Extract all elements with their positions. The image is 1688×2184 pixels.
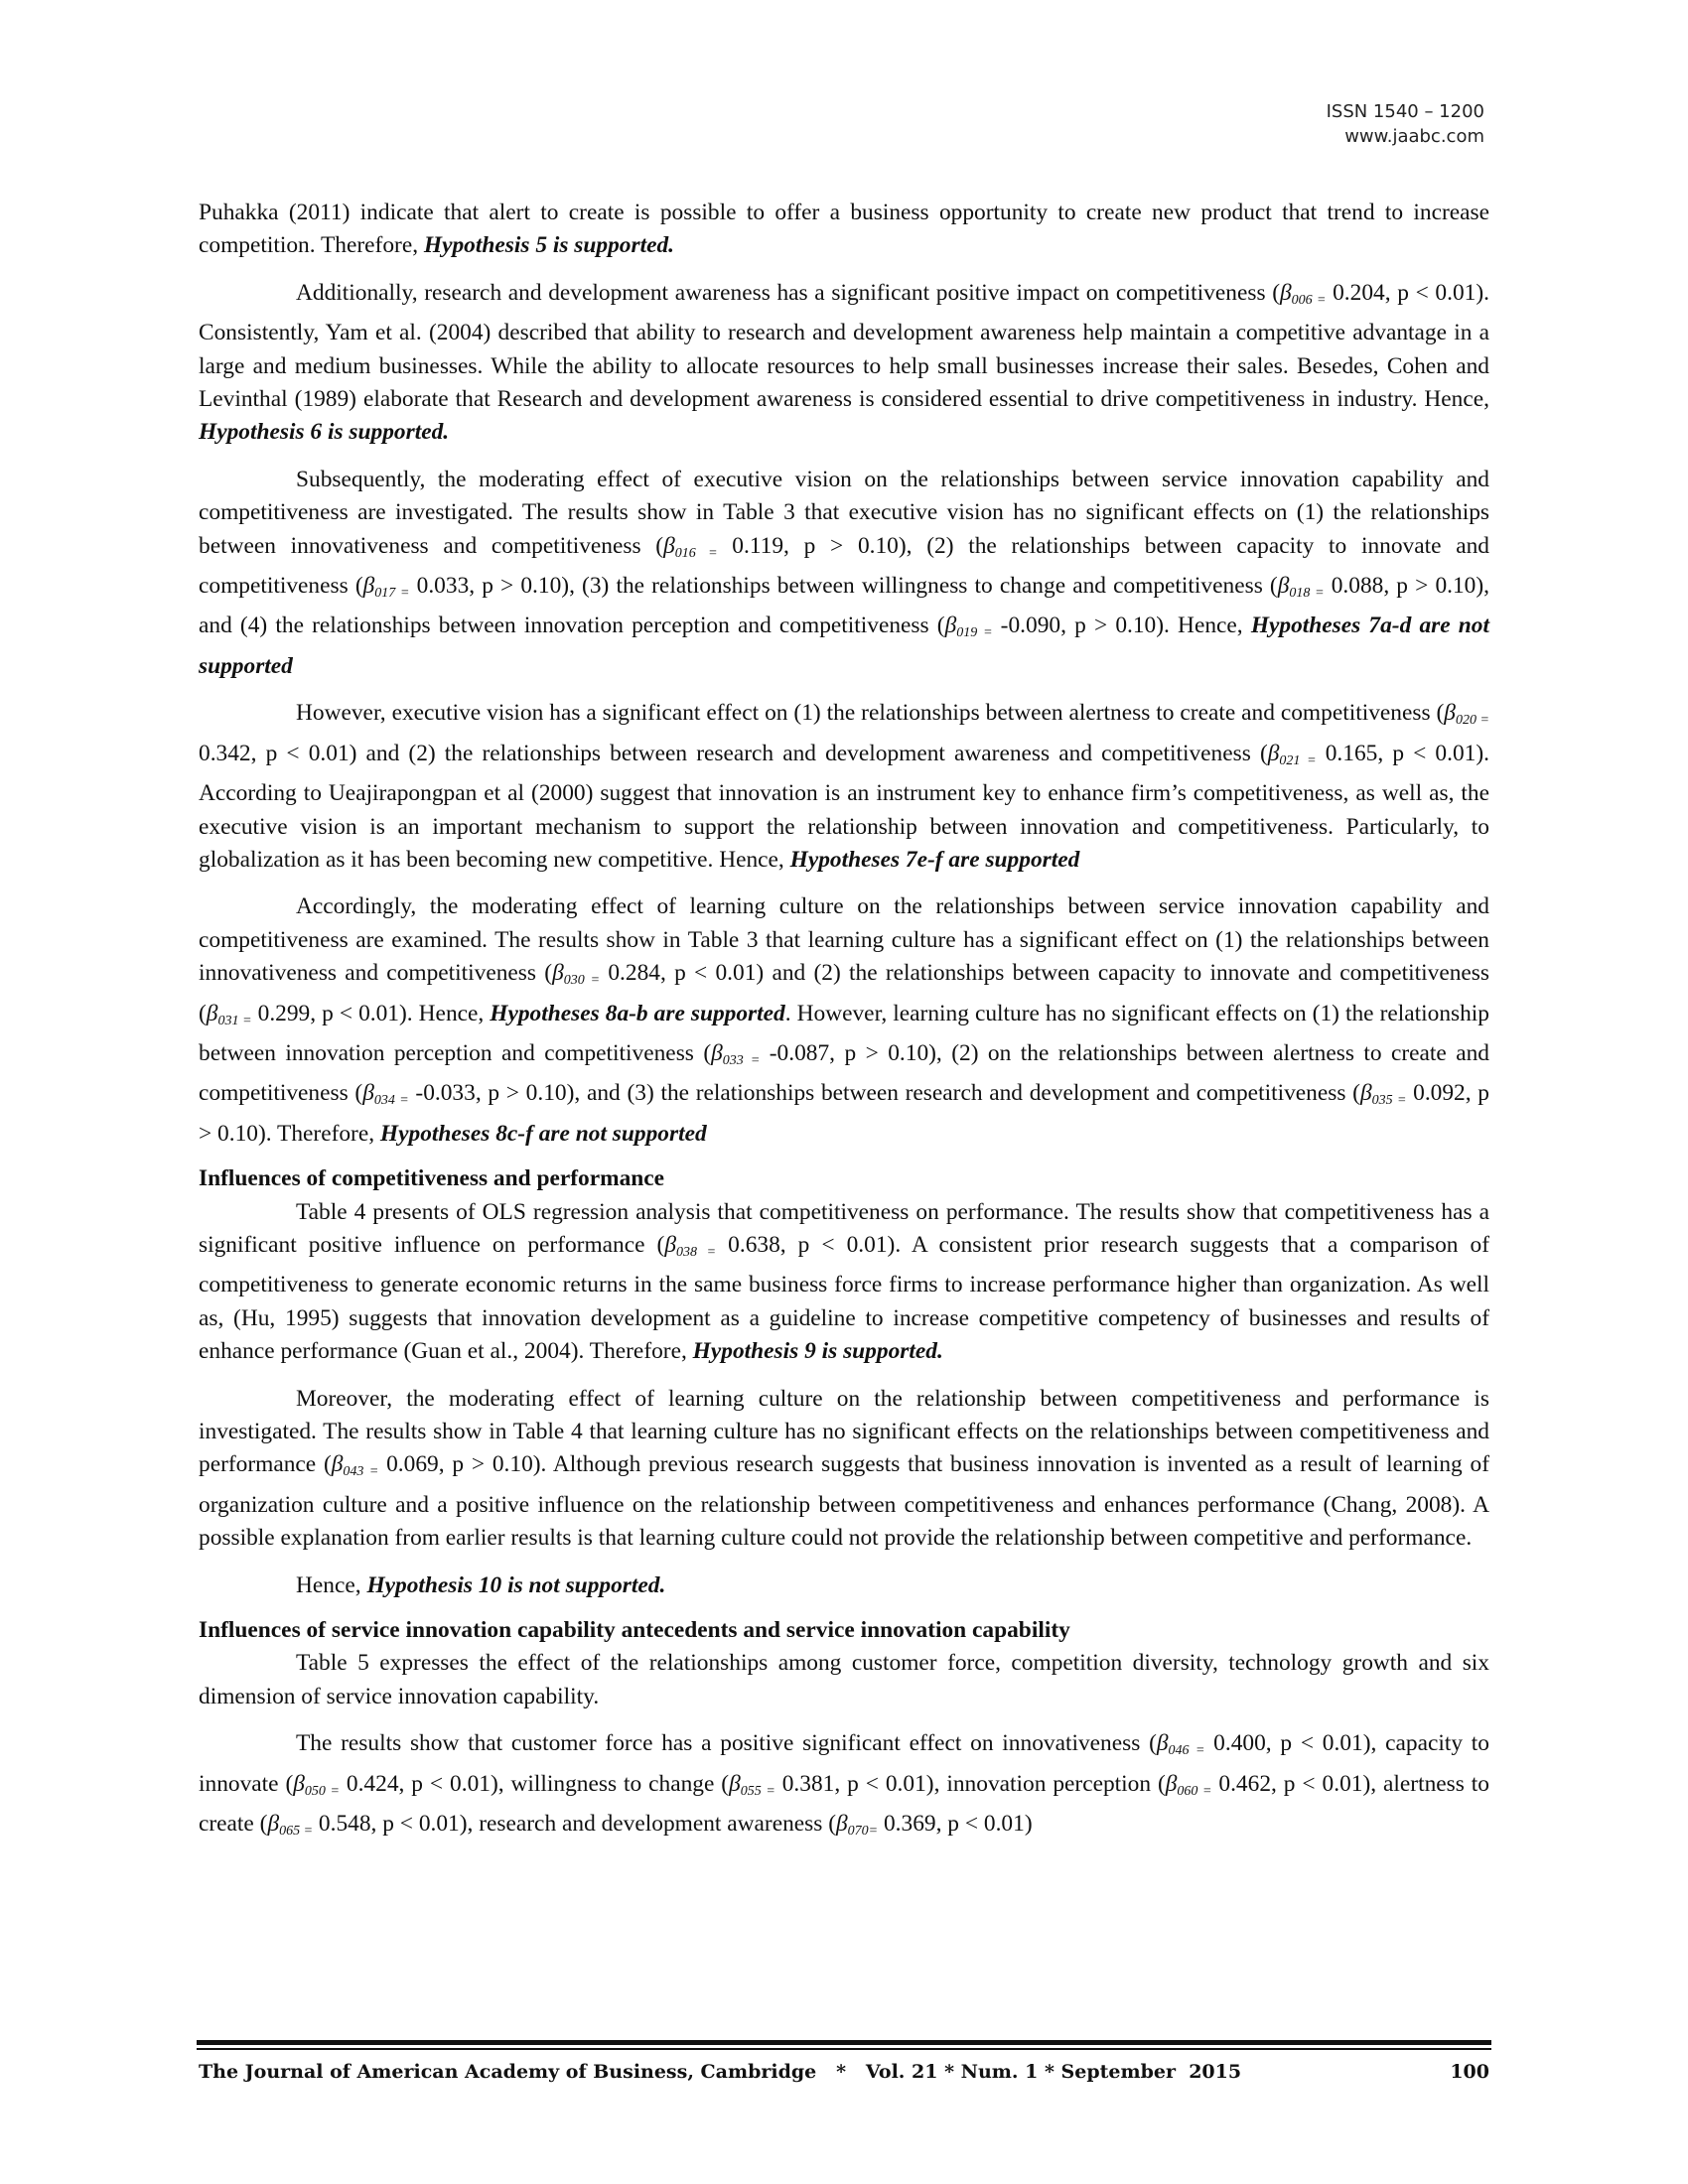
beta-subscript: 070= — [847, 1824, 879, 1840]
paragraph — [199, 890, 1489, 1151]
text-run: 0.092, p > 0.10). Therefore, — [199, 1080, 1490, 1147]
beta-subscript: 035 = — [1371, 1093, 1407, 1109]
beta-symbol: β — [267, 1811, 280, 1838]
beta-symbol: β — [1165, 1770, 1178, 1797]
beta-symbol: β — [1444, 700, 1456, 727]
beta-subscript: 016 = — [674, 545, 718, 561]
text-run: 0.119, p > 0.10), (2) the relationships between capacity to innovate and competitiveness ( — [199, 532, 1489, 600]
text-run: The results show that customer force has a positive significant effect on innovativeness ( — [296, 1730, 1157, 1757]
journal-website: www.jaabc.com — [1344, 126, 1484, 147]
footer-rule-thin — [197, 2048, 1491, 2050]
hypothesis-text: Hypotheses 8a-b are supported — [490, 1000, 785, 1026]
paragraph — [199, 1647, 1489, 1713]
text-run: 0.342, p < 0.01) and (2) the relationships between research and development awareness and competitiveness ( — [199, 740, 1268, 766]
beta-symbol: β — [293, 1770, 305, 1797]
paragraph — [199, 1570, 1489, 1602]
hypothesis-text: Hypotheses 8c-f are not supported — [379, 1120, 707, 1147]
text-run: 0.299, p < 0.01). Hence, — [251, 1000, 491, 1026]
text-run: Subsequently, the moderating effect of executive vision on the relationships between service innovation capability and competitiveness are investigated. The results show in Table 3 that executive vision has no significant effects on (1) the relationships between innovativeness and competitiveness ( — [199, 466, 1489, 559]
body-text — [199, 197, 1489, 1847]
paragraph — [199, 464, 1489, 683]
text-run: 0.462, p < 0.01), alertness to create ( — [199, 1770, 1489, 1838]
beta-subscript: 019 = — [956, 625, 993, 641]
beta-subscript: 033 = — [722, 1052, 761, 1068]
journal-citation: The Journal of American Academy of Business, Cambridge * Vol. 21 * Num. 1 * September 2015 — [199, 2061, 1242, 2083]
beta-subscript: 031 = — [217, 1013, 252, 1028]
text-run: . However, learning culture has no significant effects on (1) the relationship between innovation perception and competitiveness ( — [199, 1000, 1489, 1066]
hypothesis-text: Hypothesis 10 is not supported. — [366, 1571, 666, 1598]
page-header — [1327, 99, 1484, 149]
text-run: 0.284, p < 0.01) and (2) the relationships between capacity to innovate and competitiveness ( — [199, 960, 1489, 1026]
text-run: -0.090, p > 0.10). Hence, — [992, 613, 1251, 639]
beta-symbol: β — [362, 573, 375, 600]
text-run: Hence, — [296, 1571, 367, 1598]
page-footer — [199, 2061, 1489, 2083]
beta-subscript: 021 = — [1279, 752, 1317, 768]
paragraph — [199, 1727, 1489, 1847]
text-run: 0.638, p < 0.01). A consistent prior research suggests that a comparison of competitiveness to generate economic returns in the same business force firms to increase performance higher than organization. As well as, (Hu, 1995) suggests that innovation development as a guideline to increase competitive competency of businesses and results of enhance performance (Guan et al., 2004). Therefore, — [199, 1231, 1489, 1365]
beta-subscript: 046 = — [1168, 1743, 1205, 1759]
hypothesis-text: Hypothesis 6 is supported. — [199, 419, 450, 446]
text-run: 0.424, p < 0.01), willingness to change ( — [339, 1770, 730, 1797]
beta-symbol: β — [362, 1080, 374, 1107]
beta-subscript: 006 = — [1291, 292, 1327, 308]
page-number: 100 — [1450, 2061, 1489, 2083]
section-heading: Influences of service innovation capability antecedents and service innovation capability — [199, 1617, 1070, 1644]
text-run: 0.033, p > 0.10), (3) the relationships between willingness to change and competitiveness ( — [409, 573, 1278, 600]
beta-subscript: 030 = — [563, 973, 601, 989]
section-heading: Influences of competitiveness and performance — [199, 1165, 665, 1192]
beta-subscript: 034 = — [373, 1093, 409, 1109]
beta-subscript: 065 = — [279, 1824, 314, 1840]
beta-subscript: 020 = — [1455, 713, 1489, 729]
beta-symbol: β — [944, 613, 957, 639]
beta-symbol: β — [1359, 1080, 1372, 1107]
text-run: 0.369, p < 0.01) — [878, 1811, 1033, 1838]
beta-symbol: β — [711, 1039, 723, 1066]
beta-subscript: 017 = — [374, 586, 410, 602]
beta-symbol: β — [1277, 573, 1290, 600]
text-run: 0.088, p > 0.10), and (4) the relationships between innovation perception and competitiveness ( — [199, 573, 1490, 639]
hypothesis-text: Hypotheses 7e-f are supported — [789, 846, 1080, 873]
text-run: 0.400, p < 0.01), capacity to innovate ( — [199, 1730, 1489, 1797]
beta-subscript: 060 = — [1177, 1783, 1212, 1799]
text-run: Accordingly, the moderating effect of learning culture on the relationships between service innovation capability and competitiveness are examined. The results show in Table 3 that learning culture has a significant effect on (1) the relationships between innovativeness and competitiveness ( — [199, 893, 1489, 987]
beta-symbol: β — [729, 1770, 741, 1797]
footer-rule-thick — [197, 2040, 1491, 2045]
beta-subscript: 043 = — [343, 1464, 379, 1480]
beta-symbol: β — [206, 1000, 218, 1026]
issn-label: ISSN 1540 – 1200 — [1326, 101, 1484, 122]
text-run: Table 5 expresses the effect of the relationships among customer force, competition diversity, technology growth and six dimension of service innovation capability. — [199, 1650, 1489, 1709]
beta-symbol: β — [1267, 740, 1280, 766]
beta-subscript: 038 = — [675, 1244, 717, 1260]
text-run: 0.069, p > 0.10). Although previous research suggests that business innovation is invented as a result of learning of organization culture and a positive influence on the relationship between competitiveness and enhances performance (Chang, 2008). A possible explanation from earlier results is that learning culture could not provide the relationship between competitive and performance. — [199, 1451, 1490, 1552]
paragraph — [199, 197, 1489, 263]
text-run: Additionally, research and development awareness has a significant positive impact on competitiveness ( — [296, 279, 1280, 306]
beta-subscript: 050 = — [304, 1783, 340, 1799]
paragraph — [199, 1383, 1489, 1556]
text-run: 0.381, p < 0.01), innovation perception ( — [774, 1770, 1166, 1797]
beta-symbol: β — [331, 1451, 344, 1478]
beta-symbol: β — [552, 960, 564, 987]
beta-symbol: β — [1156, 1730, 1169, 1757]
hypothesis-text: Hypothesis 5 is supported. — [423, 232, 675, 259]
paragraph — [199, 697, 1489, 877]
text-run: 0.548, p < 0.01), research and development awareness ( — [313, 1811, 837, 1838]
paragraph — [199, 277, 1489, 450]
text-run: Moreover, the moderating effect of learning culture on the relationship between competitiveness and performance is investigated. The results show in Table 4 that learning culture has no significant effects on the relationships between competitiveness and performance ( — [199, 1385, 1489, 1478]
beta-subscript: 018 = — [1289, 586, 1325, 602]
text-run: -0.033, p > 0.10), and (3) the relationships between research and development and competitiveness ( — [408, 1080, 1360, 1107]
text-run: -0.087, p > 0.10), (2) on the relationships between alertness to create and competitiveness ( — [199, 1039, 1489, 1107]
hypothesis-text: Hypothesis 9 is supported. — [692, 1338, 943, 1365]
beta-symbol: β — [836, 1811, 848, 1838]
text-run: Puhakka (2011) indicate that alert to create is possible to offer a business opportunity to create new product that trend to increase competition. Therefore, — [199, 200, 1489, 259]
text-run: Table 4 presents of OLS regression analysis that competitiveness on performance. The results show that competitiveness has a significant positive influence on performance ( — [199, 1198, 1489, 1258]
text-run: 0.165, p < 0.01). According to Ueajirapongpan et al (2000) suggest that innovation is an instrument key to enhance firm’s competitiveness, as well as, the executive vision is an important mechanism to support the relationship between innovation and competitiveness. Particularly, to globalization as it has been becoming new competitive. Hence, — [199, 740, 1489, 873]
paragraph — [199, 1196, 1489, 1369]
text-run: However, executive vision has a significant effect on (1) the relationships between alertness to create and competitiveness ( — [296, 700, 1445, 727]
beta-symbol: β — [664, 1231, 676, 1258]
text-run: 0.204, p < 0.01). Consistently, Yam et al. (2004) described that ability to research and development awareness help maintain a competitive advantage in a large and medium businesses. While the ability to allocate resources to help small businesses increase their sales. Besedes, Cohen and Levinthal (1989) elaborate that Research and development awareness is considered essential to drive competitiveness in industry. Hence, — [199, 279, 1489, 413]
hypothesis-text: Hypotheses 7a-d are not supported — [199, 613, 1490, 679]
beta-symbol: β — [663, 532, 675, 559]
beta-symbol: β — [1280, 279, 1292, 306]
beta-subscript: 055 = — [740, 1783, 775, 1799]
